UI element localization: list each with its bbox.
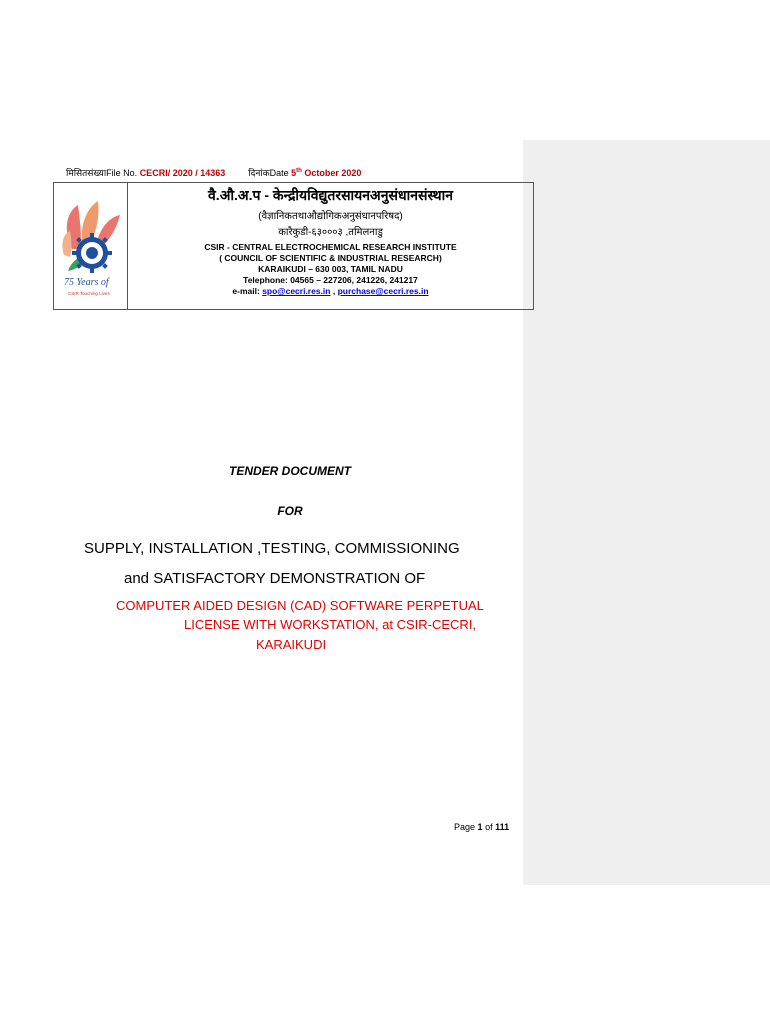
page-number: Page 1 of 111 [454, 822, 510, 832]
council-name: ( COUNCIL OF SCIENTIFIC & INDUSTRIAL RESEARCH) [219, 253, 442, 263]
email-link-purchase[interactable]: purchase@cecri.res.in [337, 286, 429, 296]
scope-line-2: and SATISFACTORY DEMONSTRATION OF [124, 570, 426, 587]
email-line: e-mail: spo@cecri.res.in , purchase@cecri.res.in [232, 286, 429, 296]
telephone-line: Telephone: 04565 – 227206, 241226, 241217 [243, 275, 418, 285]
hindi-title: वै.औ.अ.प - केन्द्रीयविद्युतरसायनअनुसंधानसंस्थान [208, 187, 453, 203]
institute-address: KARAIKUDI – 630 003, TAMIL NADU [258, 264, 403, 274]
letterhead-box [53, 182, 534, 310]
document-title: TENDER DOCUMENT [229, 464, 351, 478]
letterhead-text [128, 183, 533, 297]
hindi-address: कारैकुडी-६३०००३ ,तमिलनाडु [278, 227, 383, 238]
subject-line-2: LICENSE WITH WORKSTATION, at CSIR-CECRI, [184, 617, 477, 632]
file-label: मिसितसंख्याFile No. [66, 168, 138, 178]
subject-line-1: COMPUTER AIDED DESIGN (CAD) SOFTWARE PERPETUAL [116, 598, 484, 613]
scope-line-1: SUPPLY, INSTALLATION ,TESTING, COMMISSIONING [84, 540, 460, 557]
institute-name: CSIR - CENTRAL ELECTROCHEMICAL RESEARCH INSTITUTE [204, 242, 457, 252]
file-number-line [66, 166, 361, 179]
hindi-subtitle: (वैज्ञानिकतथाऔद्योगिकअनुसंधानपरिषद) [258, 211, 403, 222]
logo-years-text: 75 Years of [64, 277, 109, 288]
file-number: CECRI/ 2020 / 14363 [139, 168, 226, 178]
logo-tagline-text: CSIR Touching Lives [68, 291, 110, 296]
subject-line-3: KARAIKUDI [256, 637, 327, 652]
date-label: दिनांकDate [248, 168, 289, 178]
csir-75-years-logo [58, 197, 124, 297]
email-link-spo[interactable]: spo@cecri.res.in [262, 286, 331, 296]
document-for: FOR [277, 504, 303, 518]
date-value: 5th October 2020 [291, 168, 362, 178]
